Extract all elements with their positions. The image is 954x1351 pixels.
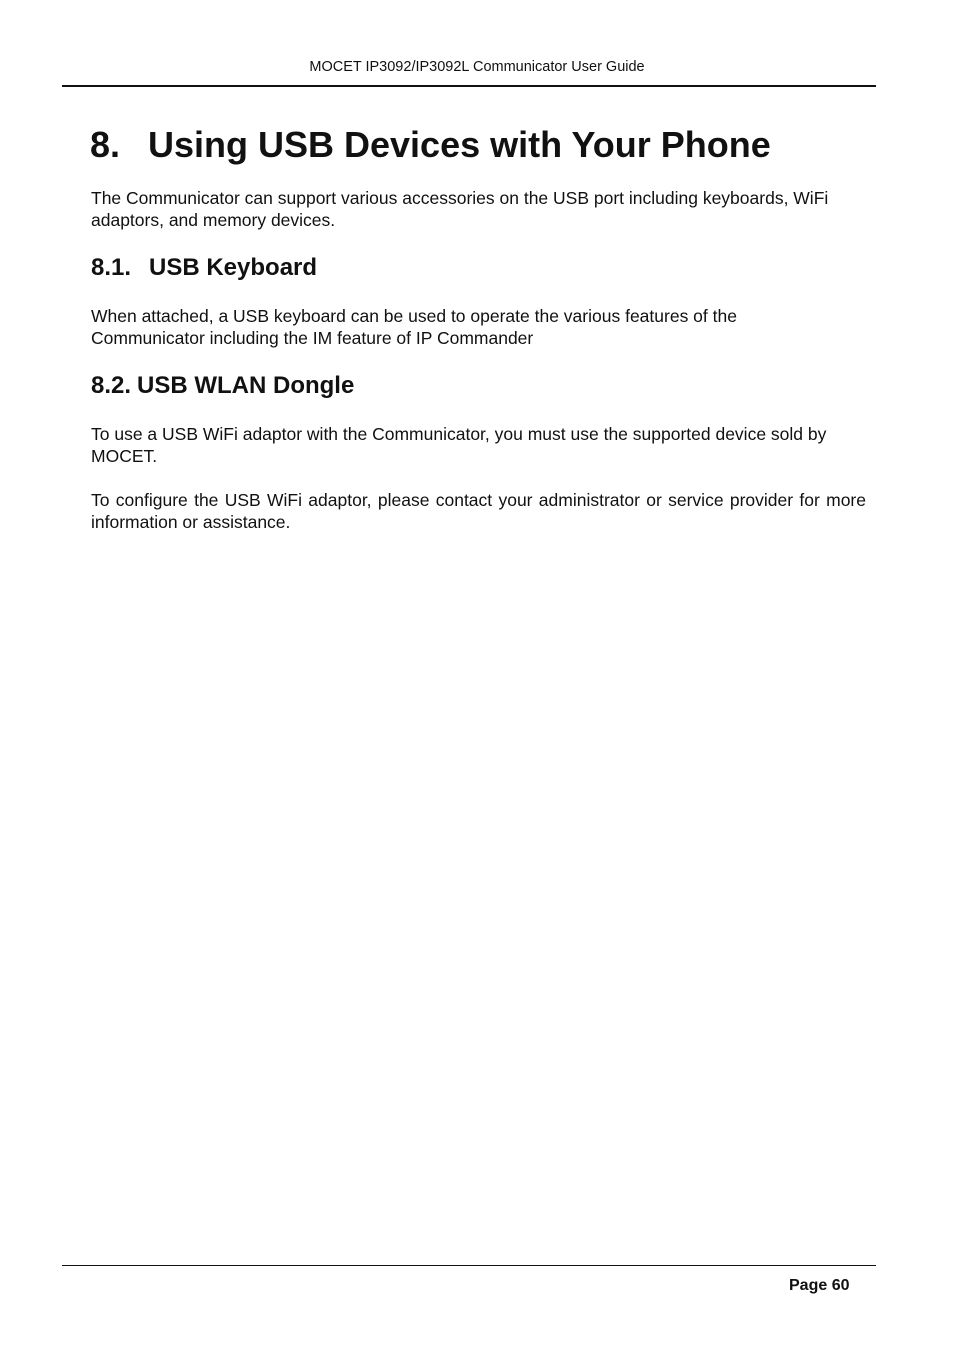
usb-keyboard-paragraph: When attached, a USB keyboard can be used to operate the various features of the Communicator including the IM feature of IP Commander	[91, 306, 737, 348]
footer-divider	[62, 1265, 876, 1266]
section-title: USB Keyboard	[149, 254, 318, 281]
running-header: MOCET IP3092/IP3092L Communicator User Guide	[309, 59, 645, 75]
section-heading-usb-keyboard	[91, 253, 317, 283]
section-number: 8.1.	[91, 254, 132, 281]
page-number: Page 60	[789, 1277, 850, 1294]
header-divider	[62, 85, 876, 87]
section-number: 8.2.	[91, 372, 132, 399]
chapter-number: 8.	[90, 124, 121, 165]
chapter-title: Using USB Devices with Your Phone	[148, 124, 771, 165]
section-title: USB WLAN Dongle	[137, 372, 355, 399]
usb-wlan-paragraph-2: To configure the USB WiFi adaptor, please contact your administrator or service provider for more information or assistance.	[91, 490, 866, 532]
chapter-heading	[90, 122, 771, 168]
chapter-intro-paragraph: The Communicator can support various accessories on the USB port including keyboards, WiFi adaptors, and memory devices.	[91, 188, 829, 230]
section-heading-usb-wlan-dongle	[91, 371, 354, 401]
usb-wlan-paragraph-1: To use a USB WiFi adaptor with the Communicator, you must use the supported device sold by MOCET.	[91, 424, 827, 466]
